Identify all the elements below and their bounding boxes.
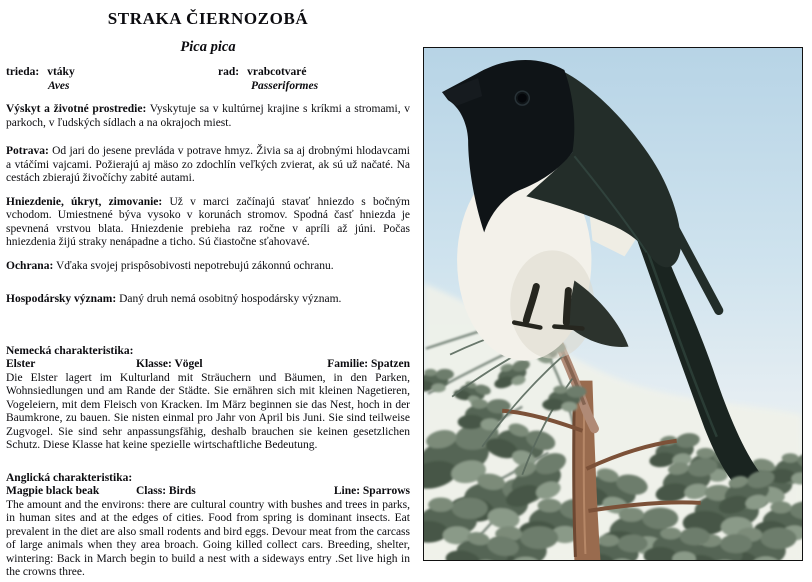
section-protection-text: Vďaka svojej prispôsobivosti nepotrebujú zákonnú ochranu. (55, 259, 334, 272)
german-heading: Nemecká charakteristika: (6, 344, 134, 357)
german-text: Die Elster lagert im Kulturland mit Sträuchern und Bäumen, in den Parken, Wohnsiedlungen und am Rande der Städte. Sie ernähren sich mit kleinen Nagetieren, Vogeleiern, mit dem Fleisch von Kracken. Im März beginnen sie das Nest, hoch in der Baumkrone, zu bauen. Sie nisten einmal pro Jahr von April bis Juni. Sie sind teilweise Zugvogel. Sie sind sehr anpassungsfähig, deshalb brauchen sie keinen gesetzlichen Schutz. Diese Klasse hat keine spezielle wirtschaftliche Bedeutung. (6, 371, 410, 451)
section-nesting-text: Už v marci začínajú stavať hniezdo s bočným vchodom. Umiestnené býva vysoko v korunách stromov. Spodná časť hniezda je spevnená vrstvou blata. Hniezdenie prebieha raz ročne v apríli až júni. Počas hniezdenia žijú straky nenápadne a ticho. Sú čiastočne sťahovavé. (6, 195, 411, 248)
page-title: STRAKA ČIERNOZOBÁ (107, 9, 309, 28)
section-food (6, 145, 410, 186)
section-habitat (6, 103, 410, 130)
section-habitat-text: Vyskytuje sa v kultúrnej krajine s kríkmi a stromami, v parkoch, v ľudských sídlach a na okrajoch miest. (6, 103, 411, 129)
section-food-text: Od jari do jesene prevláda v potrave hmyz. Živia sa aj drobnými hlodavcami a vtáčími vajcami. Požierajú aj mäso zo zdochlín veľkých zvierat, ak sú už načaté. Na cestách zbierajú živočíchy zabité autami. (6, 145, 410, 184)
english-class: Class: Birds (136, 485, 196, 497)
section-economic (6, 293, 410, 307)
section-protection (6, 260, 410, 274)
section-economic-text: Daný druh nemá osobitný hospodársky význam. (119, 293, 342, 305)
german-class: Klasse: Vögel (136, 358, 203, 370)
section-economic-label: Hospodársky význam: (6, 293, 117, 305)
english-heading: Anglická charakteristika: (6, 471, 133, 484)
english-family: Line: Sparrows (333, 485, 410, 497)
german-tax-row (6, 358, 410, 372)
order-latin: Passeriformes (251, 79, 319, 92)
english-species: Magpie black beak (6, 485, 100, 497)
latin-name: Pica pica (180, 39, 236, 55)
english-text: The amount and the environs: there are cultural country with bushes and trees in parks, in human sites and at the edges of cities. Food from spring is dominant insects. Eat prevalent in the diet are also small rodents and bird eggs. Devour meat from the carcass of large animals when they area broach. Going killed collect cars. Breeding, shelter, wintering: Back in March begin to build a nest with a sideways entry .Set live high in the crowns three. (6, 498, 410, 578)
section-nesting (6, 196, 410, 250)
section-habitat-label: Výskyt a životné prostredie: (6, 103, 147, 115)
german-species: Elster (6, 358, 36, 370)
section-food-label: Potrava: (6, 145, 49, 157)
taxonomy-class (6, 66, 218, 93)
class-value: vtáky (47, 66, 75, 78)
class-latin: Aves (48, 79, 70, 92)
german-family: Familie: Spatzen (327, 358, 410, 370)
magpie-photo-illustration (424, 48, 802, 560)
taxonomy-order (218, 66, 410, 93)
order-label: rad: (218, 66, 240, 78)
magpie-photo (423, 47, 803, 561)
section-nesting-label: Hniezdenie, úkryt, zimovanie: (6, 195, 163, 208)
taxonomy-row (6, 66, 410, 93)
english-tax-row (6, 485, 410, 499)
class-label: trieda: (6, 66, 40, 78)
text-column (6, 6, 410, 580)
order-value: vrabcotvaré (247, 66, 307, 78)
section-protection-label: Ochrana: (6, 259, 54, 272)
